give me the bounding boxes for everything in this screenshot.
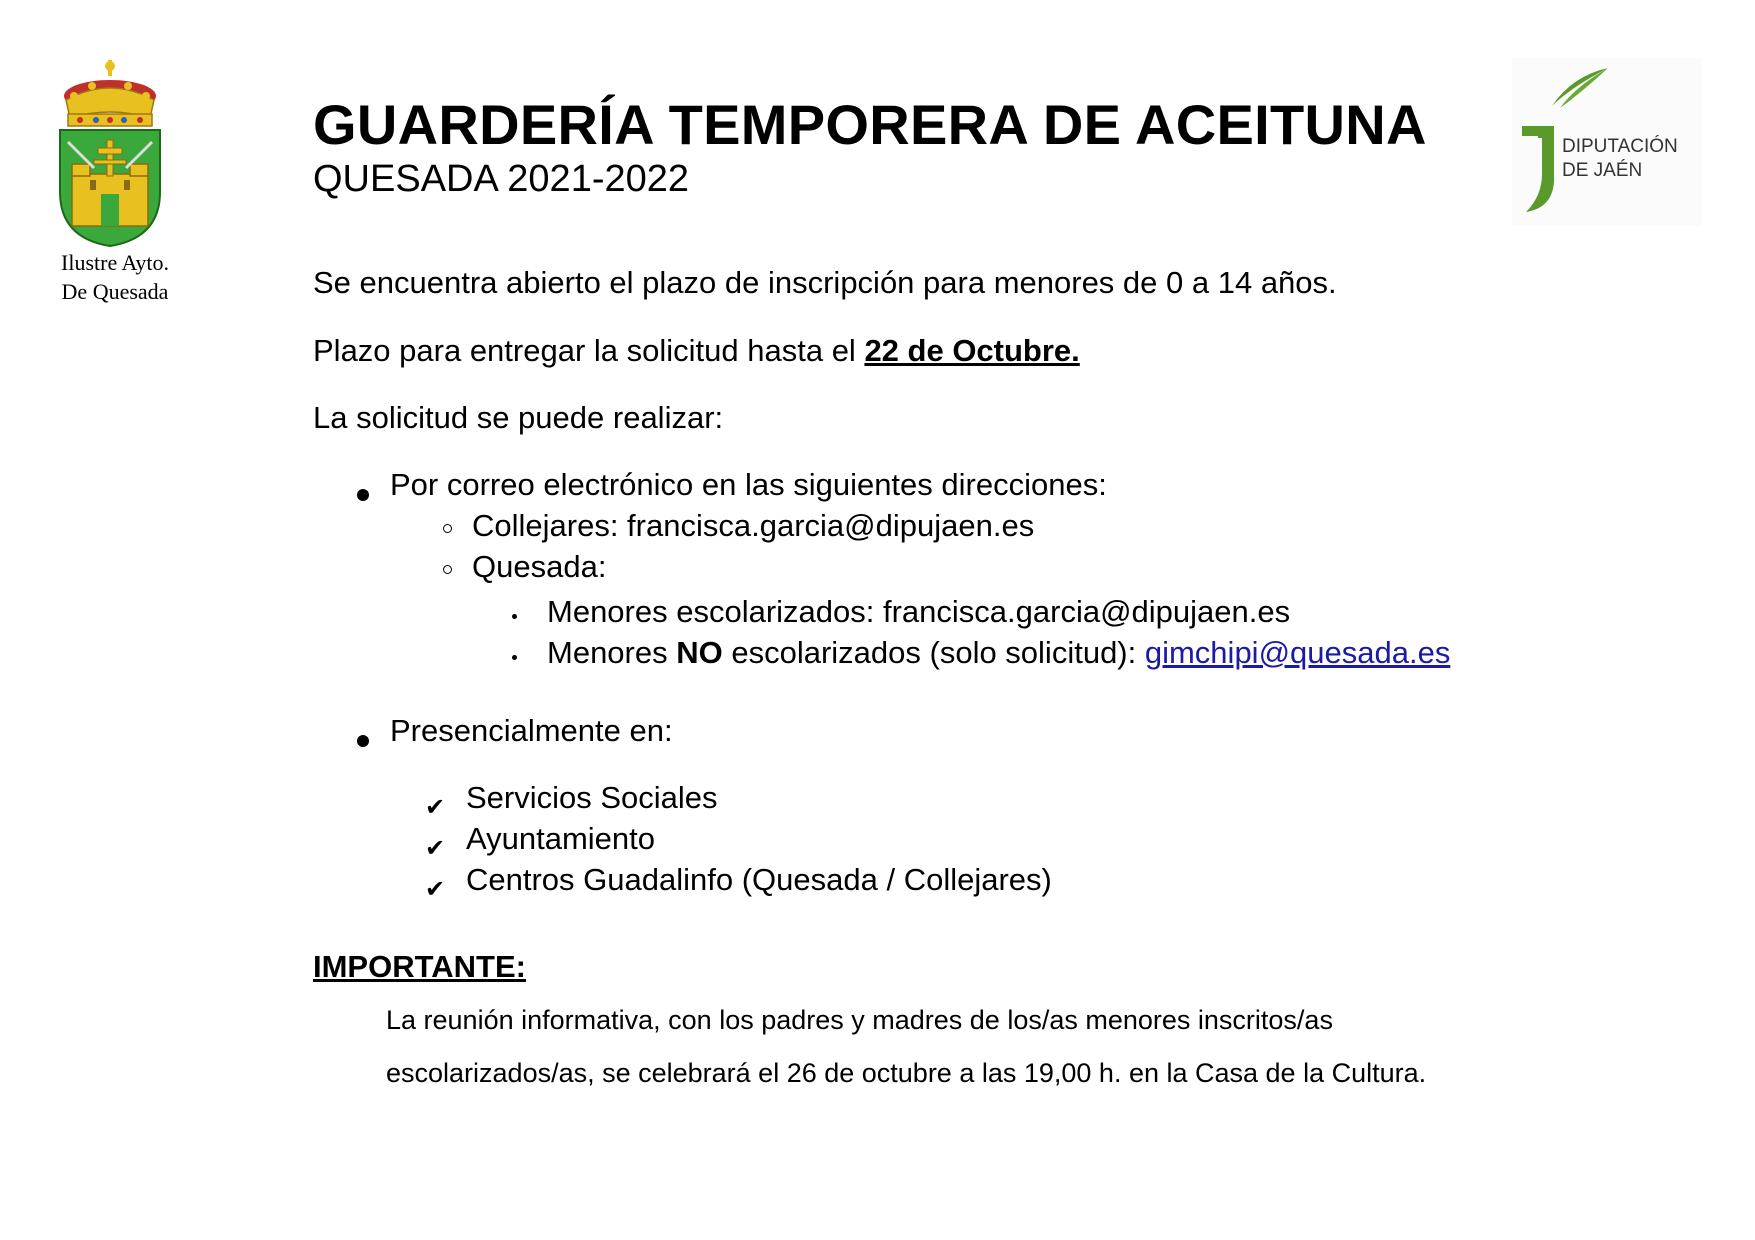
coat-of-arms-caption (40, 248, 190, 306)
bullet-small (512, 655, 517, 660)
important-line: La reunión informativa, con los padres y madres de los/as menores inscritos/as (386, 1005, 1333, 1035)
logo-text-line-2: DE JAÉN (1562, 160, 1643, 181)
bullet-dot (357, 735, 369, 747)
bullet-small (512, 614, 517, 619)
place-item: Ayuntamiento (466, 821, 655, 856)
important-heading: IMPORTANTE: (313, 949, 526, 984)
deadline-paragraph (313, 333, 1080, 369)
gimchipi-email-link[interactable]: gimchipi@quesada.es (1144, 635, 1451, 670)
caption-line: De Quesada (61, 279, 169, 304)
place-item: Centros Guadalinfo (Quesada / Collejares) (466, 862, 1052, 897)
bullet-circle (443, 565, 452, 574)
page-subtitle: QUESADA 2021-2022 (313, 158, 690, 200)
no-escolarizados-suffix: escolarizados (solo solicitud): (722, 635, 1145, 670)
coat-of-arms-logo (54, 56, 166, 248)
diputacion-jaen-logo (1512, 58, 1702, 226)
logo-text-line-1: DIPUTACIÓN (1562, 136, 1678, 157)
methods-intro: La solicitud se puede realizar: (313, 400, 724, 435)
check-icon: ✔ (425, 875, 446, 903)
page-title: GUARDERÍA TEMPORERA DE ACEITUNA (313, 93, 1427, 156)
email-quesada-label: Quesada: (472, 549, 607, 584)
bullet-circle (443, 524, 452, 533)
bullet-dot (357, 489, 369, 501)
in-person-label: Presencialmente en: (390, 713, 673, 748)
check-icon: ✔ (425, 834, 446, 862)
deadline-date: 22 de Octubre. (864, 333, 1080, 368)
email-collejares: Collejares: francisca.garcia@dipujaen.es (472, 508, 1035, 543)
no-escolarizados-bold: NO (676, 635, 723, 670)
email-method-label: Por correo electrónico en las siguientes direcciones: (390, 467, 1107, 502)
place-item: Servicios Sociales (466, 780, 718, 815)
email-escolarizados: Menores escolarizados: francisca.garcia@dipujaen.es (547, 594, 1291, 629)
important-line: escolarizados/as, se celebrará el 26 de octubre a las 19,00 h. en la Casa de la Cultura. (386, 1058, 1427, 1088)
email-no-escolarizados (547, 635, 1450, 671)
intro-paragraph: Se encuentra abierto el plazo de inscripción para menores de 0 a 14 años. (313, 265, 1337, 300)
deadline-prefix: Plazo para entregar la solicitud hasta el (313, 333, 865, 368)
check-icon: ✔ (425, 793, 446, 821)
no-escolarizados-prefix: Menores (547, 635, 677, 670)
caption-line: Ilustre Ayto. (61, 250, 169, 275)
